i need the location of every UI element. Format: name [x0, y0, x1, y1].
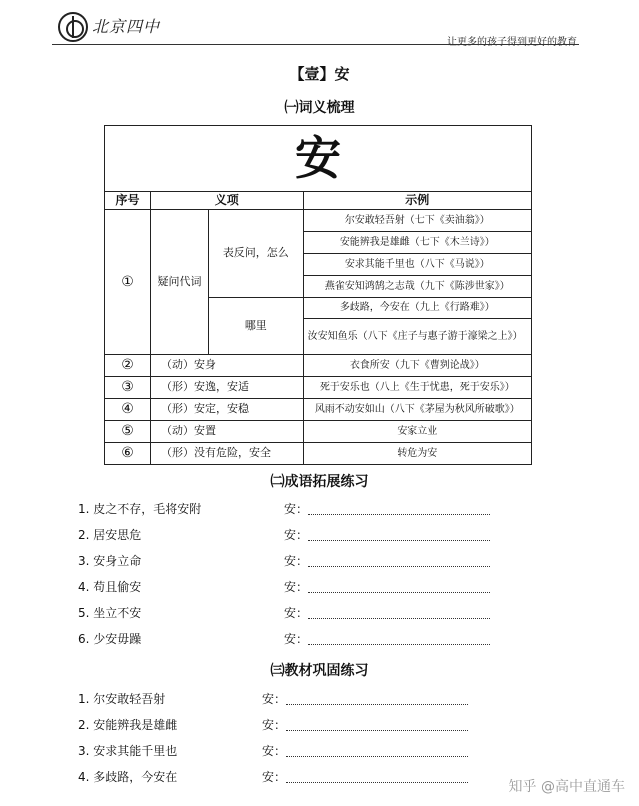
answer-blank[interactable] [286, 704, 468, 705]
answer-blank[interactable] [286, 756, 468, 757]
row-number: ① [105, 210, 151, 355]
idiom-question: 6. 少安毋躁 [78, 632, 142, 646]
row-meaning: （形）安定，安稳 [151, 399, 304, 421]
textbook-question: 3. 安求其能千里也 [78, 744, 178, 758]
row-example: 汝安知鱼乐（八下《庄子与惠子游于濠梁之上》） [303, 319, 531, 355]
school-name: 北京四中 [92, 17, 161, 36]
col-header-example: 示例 [303, 192, 531, 210]
textbook-question: 4. 多歧路，今安在 [78, 770, 178, 784]
row-example: 安能辨我是雄雌（七下《木兰诗》） [303, 232, 531, 254]
col-header-number: 序号 [105, 192, 151, 210]
idiom-question: 3. 安身立命 [78, 554, 142, 568]
row-example: 多歧路，今安在（九上《行路难》） [303, 298, 531, 319]
answer-blank[interactable] [286, 730, 468, 731]
watermark: 知乎 @高中直通车 [508, 779, 625, 795]
row-example: 衣食所安（九下《曹刿论战》） [303, 355, 531, 377]
answer-label: 安： [284, 606, 309, 620]
textbook-question: 2. 安能辨我是雄雌 [78, 718, 178, 732]
answer-label: 安： [262, 744, 287, 758]
row-meaning: （形）没有危险，安全 [151, 443, 304, 465]
school-slogan: 让更多的孩子得到更好的教育 [447, 37, 577, 48]
answer-blank[interactable] [308, 644, 490, 645]
answer-label: 安： [284, 502, 309, 516]
answer-label: 安： [262, 692, 287, 706]
idiom-question: 2. 居安思危 [78, 528, 142, 542]
idiom-question: 4. 苟且偷安 [78, 580, 142, 594]
col-header-meaning: 义项 [151, 192, 304, 210]
idiom-question: 5. 坐立不安 [78, 606, 142, 620]
table-headword: 安 [105, 126, 532, 192]
row-meaning: 哪里 [209, 298, 304, 355]
answer-label: 安： [284, 632, 309, 646]
answer-label: 安： [262, 718, 287, 732]
row-number: ② [105, 355, 151, 377]
answer-blank[interactable] [308, 514, 490, 515]
row-number: ③ [105, 377, 151, 399]
row-example: 燕雀安知鸿鹄之志哉（九下《陈涉世家》） [303, 276, 531, 298]
row-example: 安求其能千里也（八下《马说》） [303, 254, 531, 276]
row-example: 安家立业 [303, 421, 531, 443]
row-example: 尔安敢轻吾射（七下《卖油翁》） [303, 210, 531, 232]
answer-blank[interactable] [308, 592, 490, 593]
part1-title: ㈠词义梳理 [284, 100, 355, 116]
row-example: 转危为安 [303, 443, 531, 465]
row-number: ④ [105, 399, 151, 421]
word-meaning-table [104, 125, 532, 465]
answer-blank[interactable] [308, 566, 490, 567]
row-number: ⑤ [105, 421, 151, 443]
answer-label: 安： [284, 580, 309, 594]
header-divider [52, 44, 579, 45]
answer-blank[interactable] [286, 782, 468, 783]
answer-label: 安： [284, 528, 309, 542]
answer-label: 安： [284, 554, 309, 568]
answer-blank[interactable] [308, 540, 490, 541]
row-meaning: （形）安逸，安适 [151, 377, 304, 399]
row-number: ⑥ [105, 443, 151, 465]
row-meaning: （动）安身 [151, 355, 304, 377]
row-category: 疑问代词 [151, 210, 209, 355]
textbook-question: 1. 尔安敢轻吾射 [78, 692, 166, 706]
answer-label: 安： [262, 770, 287, 784]
part2-title: ㈡成语拓展练习 [270, 474, 369, 490]
part3-title: ㈢教材巩固练习 [270, 663, 369, 679]
school-logo-icon [58, 12, 88, 42]
row-meaning: 表反问，怎么 [209, 210, 304, 298]
idiom-question: 1. 皮之不存，毛将安附 [78, 502, 202, 516]
row-example: 死于安乐也（八上《生于忧患，死于安乐》） [303, 377, 531, 399]
row-example: 风雨不动安如山（八下《茅屋为秋风所破歌》） [303, 399, 531, 421]
answer-blank[interactable] [308, 618, 490, 619]
section-title: 【壹】安 [289, 65, 350, 83]
page-header [0, 0, 639, 56]
row-meaning: （动）安置 [151, 421, 304, 443]
